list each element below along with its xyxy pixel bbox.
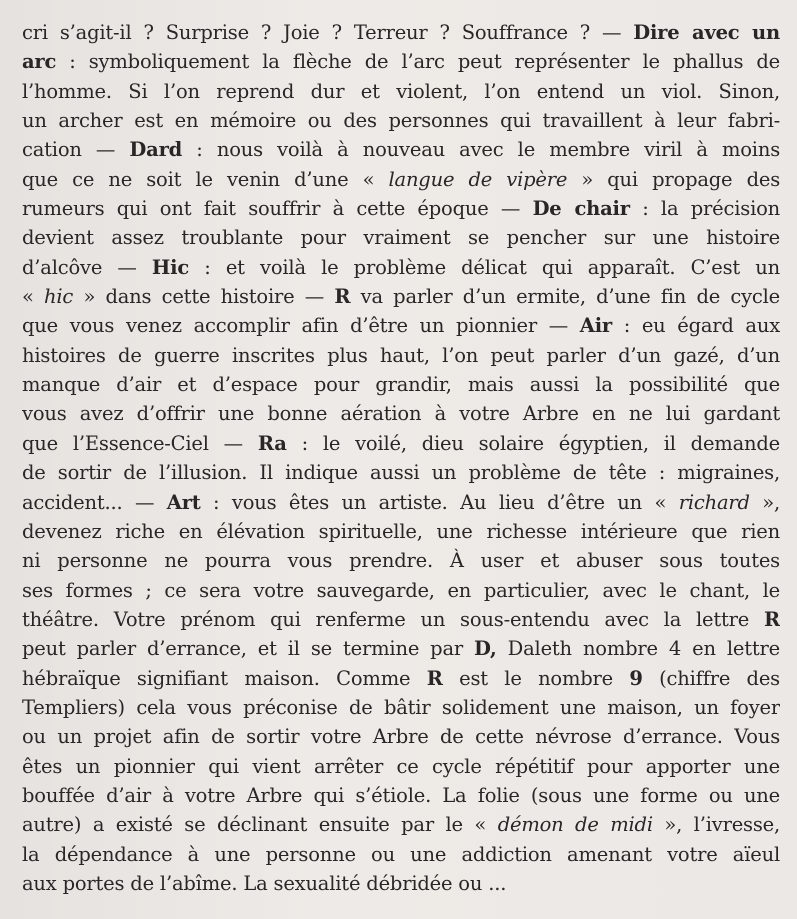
text-line <box>22 106 780 135</box>
text-run: va parler d’un ermite, d’une fin de cycle <box>350 285 780 309</box>
text-line <box>22 488 780 517</box>
text-run: Templiers) cela vous préconise de bâtir solidement une maison, un foyer <box>22 695 780 719</box>
text-run: » dans cette histoire — <box>73 285 335 309</box>
text-line <box>22 840 780 869</box>
text-run: bouffée d’air à votre Arbre qui s’étiole. La folie (sous une forme ou une <box>22 783 780 807</box>
text-line <box>22 605 780 634</box>
bold-term: D, <box>474 637 497 661</box>
text-run: ses formes ; ce sera votre sauvegarde, en particulier, avec le chant, le <box>22 578 780 602</box>
italic-text: démon de midi <box>497 813 653 837</box>
bold-term: Dard <box>129 138 183 162</box>
text-run: la dépendance à une personne ou une addiction amenant votre aïeul <box>22 842 780 866</box>
text-line <box>22 517 780 546</box>
text-run: l’homme. Si l’on reprend dur et violent, l’on entend un viol. Sinon, <box>22 79 780 103</box>
text-run: : eu égard aux <box>612 314 780 338</box>
text-run: (chiffre des <box>642 666 780 690</box>
text-run: : symboliquement la flèche de l’arc peut représenter le phallus de <box>56 50 780 74</box>
text-run: aux portes de l’abîme. La sexualité débridée ou ... <box>22 871 507 895</box>
text-line <box>22 458 780 487</box>
text-line <box>22 77 780 106</box>
text-line <box>22 165 780 194</box>
text-run: : le voilé, dieu solaire égyptien, il demande <box>286 431 780 455</box>
text-run: peut parler d’errance, et il se termine par <box>22 637 475 661</box>
text-run: hébraïque signifiant maison. Comme <box>22 666 427 690</box>
text-line <box>22 869 780 898</box>
text-run: théâtre. Votre prénom qui renferme un sous-entendu avec la lettre <box>22 607 764 631</box>
text-line <box>22 399 780 428</box>
bold-term: De chair <box>532 197 630 221</box>
text-line <box>22 576 780 605</box>
text-line <box>22 194 780 223</box>
text-run: un archer est en mémoire ou des personnes qui travaillent à leur fabri- <box>22 109 780 133</box>
text-line <box>22 781 780 810</box>
text-run: : vous êtes un artiste. Au lieu d’être un « <box>200 490 679 514</box>
text-line <box>22 546 780 575</box>
text-run: que ce ne soit le venin d’une « <box>22 167 389 191</box>
bold-term: Air <box>579 314 612 338</box>
bold-term: Hic <box>151 255 190 279</box>
text-line <box>22 223 780 252</box>
italic-text: langue de vipère <box>388 167 568 191</box>
text-line <box>22 370 780 399</box>
text-run: est le nombre <box>442 666 630 690</box>
text-line <box>22 47 780 76</box>
bold-term: R <box>763 607 780 631</box>
text-line <box>22 18 780 47</box>
text-run: « <box>22 285 45 309</box>
text-run: », <box>749 490 780 514</box>
text-run: devenez riche en élévation spirituelle, une richesse intérieure que rien <box>22 519 780 543</box>
text-line <box>22 634 780 663</box>
text-line <box>22 311 780 340</box>
text-line <box>22 722 780 751</box>
text-line <box>22 693 780 722</box>
text-run: accident... — <box>22 490 167 514</box>
bold-term: arc <box>22 50 57 74</box>
text-line <box>22 429 780 458</box>
bold-term: R <box>426 666 443 690</box>
text-run: Daleth nombre 4 en lettre <box>496 637 780 661</box>
text-run: que vous venez accomplir afin d’être un pionnier — <box>22 314 580 338</box>
text-run: : la précision <box>629 197 780 221</box>
italic-text: richard <box>678 490 750 514</box>
text-line <box>22 341 780 370</box>
text-run: cri s’agit-il ? Surprise ? Joie ? Terreur ? Souffrance ? — <box>22 21 634 44</box>
bold-term: Ra <box>257 431 287 455</box>
text-line <box>22 810 780 839</box>
text-run: » qui propage des <box>567 167 780 191</box>
text-line <box>22 664 780 693</box>
text-run: », l’ivresse, <box>652 813 780 837</box>
text-run: que l’Essence-Ciel — <box>22 431 258 455</box>
bold-term: Art <box>166 490 201 514</box>
bold-term: Dire avec un <box>633 21 780 44</box>
text-run: vous avez d’offrir une bonne aération à votre Arbre en ne lui gardant <box>22 402 780 426</box>
text-run: cation — <box>22 138 130 162</box>
text-run: manque d’air et d’espace pour grandir, mais aussi la possibilité que <box>22 373 780 397</box>
text-run: ni personne ne pourra vous prendre. À user et abuser sous toutes <box>22 549 780 573</box>
text-line <box>22 253 780 282</box>
text-line <box>22 752 780 781</box>
text-line <box>22 282 780 311</box>
bold-term: R <box>334 285 351 309</box>
text-run: ou un projet afin de sortir votre Arbre de cette névrose d’errance. Vous <box>22 725 780 749</box>
text-run: rumeurs qui ont fait souffrir à cette époque — <box>22 197 533 221</box>
text-run: êtes un pionnier qui vient arrêter ce cycle répétitif pour apporter une <box>22 754 780 778</box>
italic-text: hic <box>44 285 74 309</box>
text-run: de sortir de l’illusion. Il indique aussi un problème de tête : migraines, <box>22 461 780 485</box>
text-run: : et voilà le problème délicat qui apparaît. C’est un <box>189 255 780 279</box>
text-run: devient assez troublante pour vraiment se pencher sur une histoire <box>22 226 780 250</box>
text-line <box>22 135 780 164</box>
text-run: histoires de guerre inscrites plus haut, l’on peut parler d’un gazé, d’un <box>22 343 780 367</box>
bold-term: 9 <box>629 666 643 690</box>
text-run: : nous voilà à nouveau avec le membre viril à moins <box>182 138 780 162</box>
text-run: autre) a existé se déclinant ensuite par le « <box>22 813 498 837</box>
body-text <box>22 18 780 898</box>
text-run: d’alcôve — <box>22 255 152 279</box>
